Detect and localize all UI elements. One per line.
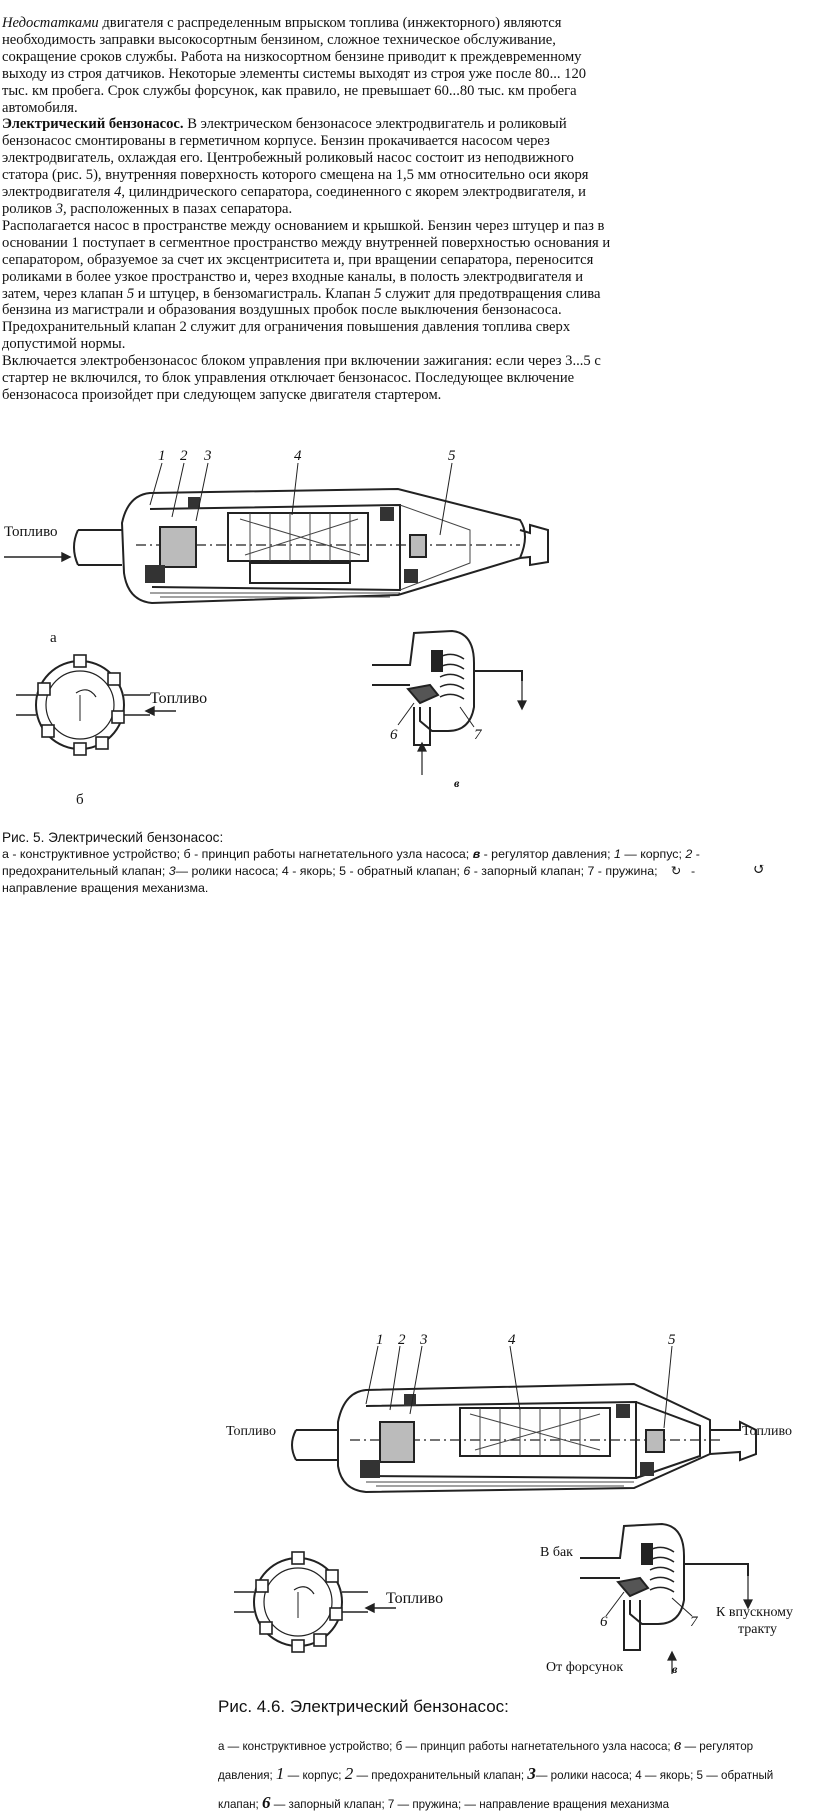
callout-6: 6: [390, 727, 398, 743]
callout-3: 3: [420, 1332, 428, 1348]
rotation-direction-icon: ↺: [753, 862, 766, 878]
ref-number: 6: [463, 864, 471, 878]
callout-7: 7: [690, 1614, 698, 1630]
figure-1-legend: [2, 846, 762, 897]
section-heading: Электрический бензонасос.: [2, 116, 184, 133]
ref-number: 2: [685, 847, 693, 861]
caption-text: — ролики насоса; 4 — якорь; 5 — обратный клапан;: [218, 1769, 774, 1811]
caption-text: — регулятор давления;: [218, 1740, 754, 1782]
figure-1-title: Рис. 5. Электрический бензонасос:: [2, 830, 224, 845]
caption-text: — корпус;: [284, 1769, 345, 1782]
paragraph-text: Располагается насос в пространстве между основанием и крышкой. Бензин через штуцер и паз в основании 1 поступает в сегментное пространство между внутренней поверхностью основания и сепаратором, образуемое за счет их эксцентриситета и, при вращении сепаратора, переносится роликами в более узкое пространство и, через входные каналы, в полость электродвигателя и затем, через клапан: [2, 217, 611, 302]
fuel-outlet-label: Топливо: [742, 1424, 792, 1439]
callout-4: 4: [508, 1332, 516, 1348]
ref-number: 2: [344, 1764, 354, 1783]
callout-5: 5: [448, 448, 456, 464]
paragraph-text: служит для предотвращения слива бензина из магистрали и образования воздушных пробок после выключения бензонасоса. Предохранительный клапан 2 служит для ограничения повышения давления топлива сверх допустимой нормы.: [2, 285, 601, 353]
ref-number: 5: [126, 285, 135, 302]
figure-2-legend: [218, 1731, 798, 1818]
caption-text: а — конструктивное устройство; б — принцип работы нагнетательного узла насоса;: [218, 1740, 674, 1753]
fuel-label-b: Топливо: [150, 690, 208, 707]
figure-2-title: Рис. 4.6. Электрический бензонасос:: [218, 1697, 509, 1716]
fuel-inlet-label: Топливо: [4, 524, 58, 540]
paragraph-text: , цилиндрического сепаратора, соединенного с якорем электродвигателя, и роликов: [2, 184, 586, 217]
subfigure-label-b: б: [76, 792, 84, 808]
paragraph-text: В электрическом бензонасосе электродвигатель и роликовый бензонасос смонтированы в герметичном корпусе. Бензин прокачивается насосом через электродвигатель, охлаждая его. Центробежный роликовый насос состоит из неподвижного статора (рис. 5), внутренняя поверхность которого смещена на 1,5 мм относительно оси якоря электродвигателя: [2, 116, 589, 201]
caption-text: - предохранительный клапан;: [2, 847, 700, 878]
ref-number: 1: [614, 847, 621, 861]
fuel-label-b: Топливо: [386, 1590, 444, 1607]
ref-number: 3,: [55, 200, 67, 217]
ref-number: 5: [374, 285, 382, 302]
caption-text: — корпус;: [620, 847, 686, 861]
to-tank-label: В бак: [540, 1545, 573, 1560]
caption-text: - направление вращения механизма.: [2, 864, 696, 895]
to-intake-label: К впускному: [716, 1605, 794, 1620]
figure-2-caption: [218, 1697, 798, 1818]
term-disadvantages: Недостатками: [2, 15, 99, 31]
figure-1-caption: [2, 829, 802, 897]
subfigure-label-a: а: [50, 630, 57, 646]
ref-number: 6: [262, 1793, 271, 1812]
rotation-direction-icon: ↻: [670, 864, 682, 878]
subfigure-label-v: в: [672, 1662, 678, 1676]
caption-text: — ролики насоса; 4 - якорь; 5 - обратный клапан;: [175, 864, 464, 878]
ref-letter: в: [673, 1735, 682, 1754]
fuel-inlet-label: Топливо: [226, 1424, 276, 1439]
callout-7: 7: [474, 727, 482, 743]
fuel-pump-drawing-a: [0, 445, 816, 845]
paragraph-activation: [2, 353, 612, 404]
callout-2: 2: [180, 448, 188, 464]
paragraph-text: Включается электробензонасос блоком управления при включении зажигания: если через 3...5 с стартер не включился, то блок управления отключает бензонасос. Последующее включение бензонасоса произойдет при следующем запуске двигателя стартером.: [2, 353, 601, 403]
body-text: [2, 15, 612, 404]
to-intake-label-2: тракту: [738, 1622, 778, 1637]
fuel-pump-drawing-b: [0, 1330, 816, 1700]
paragraph-fuel-pump: [2, 116, 612, 217]
caption-text: а - конструктивное устройство; б - принцип работы нагнетательного узла насоса;: [2, 847, 473, 861]
paragraph-pump-location: [2, 218, 612, 353]
paragraph-disadvantages: [2, 15, 612, 116]
subfigure-label-v: в: [454, 776, 460, 790]
caption-text: — запорный клапан; 7 — пружина; — направление вращения механизма: [270, 1798, 670, 1811]
callout-3: 3: [204, 448, 212, 464]
callout-1: 1: [376, 1332, 384, 1348]
callout-6: 6: [600, 1614, 608, 1630]
ref-letter: в: [472, 847, 481, 861]
ref-number: 3: [527, 1764, 536, 1783]
callout-5: 5: [668, 1332, 676, 1348]
caption-text: - запорный клапан; 7 - пружина;: [470, 864, 658, 878]
caption-text: - регулятор давления;: [480, 847, 615, 861]
paragraph-text: расположенных в пазах сепаратора.: [66, 200, 293, 217]
callout-2: 2: [398, 1332, 406, 1348]
ref-number: 3: [168, 864, 176, 878]
ref-number: 1: [275, 1764, 285, 1783]
callout-4: 4: [294, 448, 302, 464]
paragraph-text: двигателя с распределенным впрыском топлива (инжекторного) являются необходимость заправки высокосортным бензином, сложное техническое обслуживание, сокращение сроков службы. Работа на низкосортном бензине приводит к преждевременному выходу из строя датчиков. Некоторые элементы системы выходят из строя уже после 80... 120 тыс. км пробега. Срок службы форсунок, как правило, не превышает 60...80 тыс. км пробега автомобиля.: [2, 15, 587, 116]
from-injectors-label: От форсунок: [546, 1660, 624, 1675]
callout-1: 1: [158, 448, 166, 464]
ref-number: 4: [114, 184, 122, 201]
caption-text: — предохранительный клапан;: [353, 1769, 528, 1782]
paragraph-text: и штуцер, в бензомагистраль. Клапан: [134, 285, 375, 302]
